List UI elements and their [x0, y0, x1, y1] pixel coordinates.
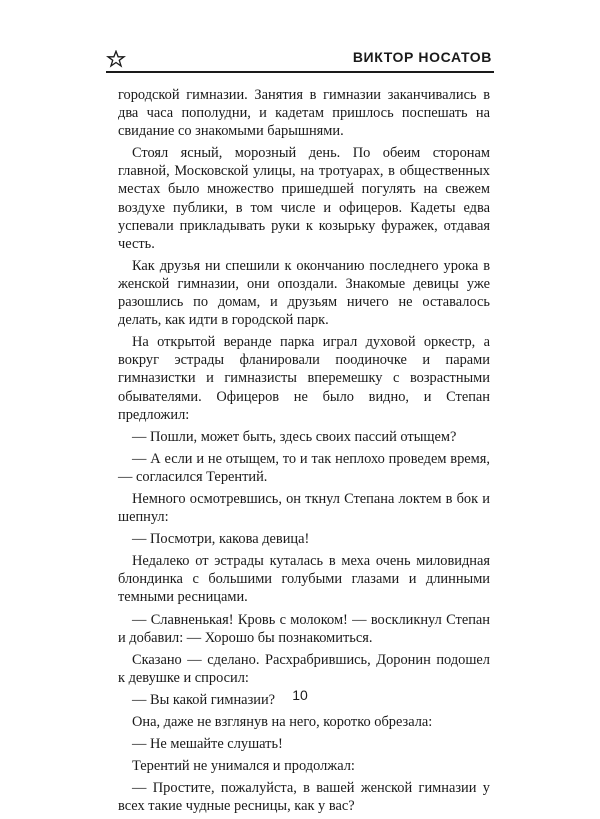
dialogue-line: — Посмотри, какова девица!	[132, 531, 310, 548]
paragraph: городской гимназии. Занятия в гимназии заканчивались в два часа пополудни, и кадетам пришлось поспешать на свидание со знакомыми барышнями.	[118, 87, 490, 140]
paragraph: Как друзья ни спешили к окончанию последнего урока в женской гимназии, они опоздали. Знакомые девицы уже разошлись по домам, и друзьям ничего не оставалось делать, как идти в городской парк.	[118, 257, 490, 329]
page-number: 10	[292, 687, 308, 703]
dialogue-line: — Не мешайте слушать!	[132, 736, 283, 753]
dialogue-line: — Славненькая! Кровь с молоком! — воскликнул Степан и добавил: — Хорошо бы познакомиться.	[118, 611, 490, 646]
dialogue-line: — Простите, пожалуйста, в вашей женской гимназии у всех такие чудные ресницы, как у вас?	[118, 780, 490, 815]
paragraph: Стоял ясный, морозный день. По обеим сторонам главной, Московской улицы, на тротуарах, в общественных местах было множество пришедшей погулять на свежем воздухе публики, в том числе и офицеров. Кадеты едва успевали прикладывать руки к козырьку фуражек, отдавая честь.	[118, 145, 490, 252]
paragraph: Сказано — сделано. Расхрабрившись, Доронин подошел к девушке и спросил:	[118, 651, 490, 686]
paragraph: Терентий не унимался и продолжал:	[132, 758, 355, 775]
header-rule	[106, 71, 494, 73]
dialogue-line: — Вы какой гимназии?	[132, 691, 276, 708]
paragraph: Немного осмотревшись, он ткнул Степана локтем в бок и шепнул:	[118, 490, 490, 526]
body-text	[118, 86, 490, 819]
star-outline-icon	[106, 50, 126, 68]
paragraph: Недалеко от эстрады куталась в меха очень миловидная блондинка с большими голубыми глазами и длинными темными ресницами.	[118, 553, 490, 606]
paragraph: Она, даже не взглянув на него, коротко обрезала:	[132, 714, 433, 730]
dialogue-line: — А если и не отыщем, то и так неплохо проведем время, — согласился Терентий.	[118, 450, 490, 485]
paragraph: На открытой веранде парка играл духовой оркестр, а вокруг эстрады фланировали поодиночке и парами гимназистки и гимназисты вперемешку с возрастными обывателями. Офицеров не было видно, и Степан предложил:	[118, 334, 490, 423]
running-head: ВИКТОР НОСАТОВ	[352, 49, 492, 65]
dialogue-line: — Пошли, может быть, здесь своих пассий отыщем?	[132, 428, 457, 445]
